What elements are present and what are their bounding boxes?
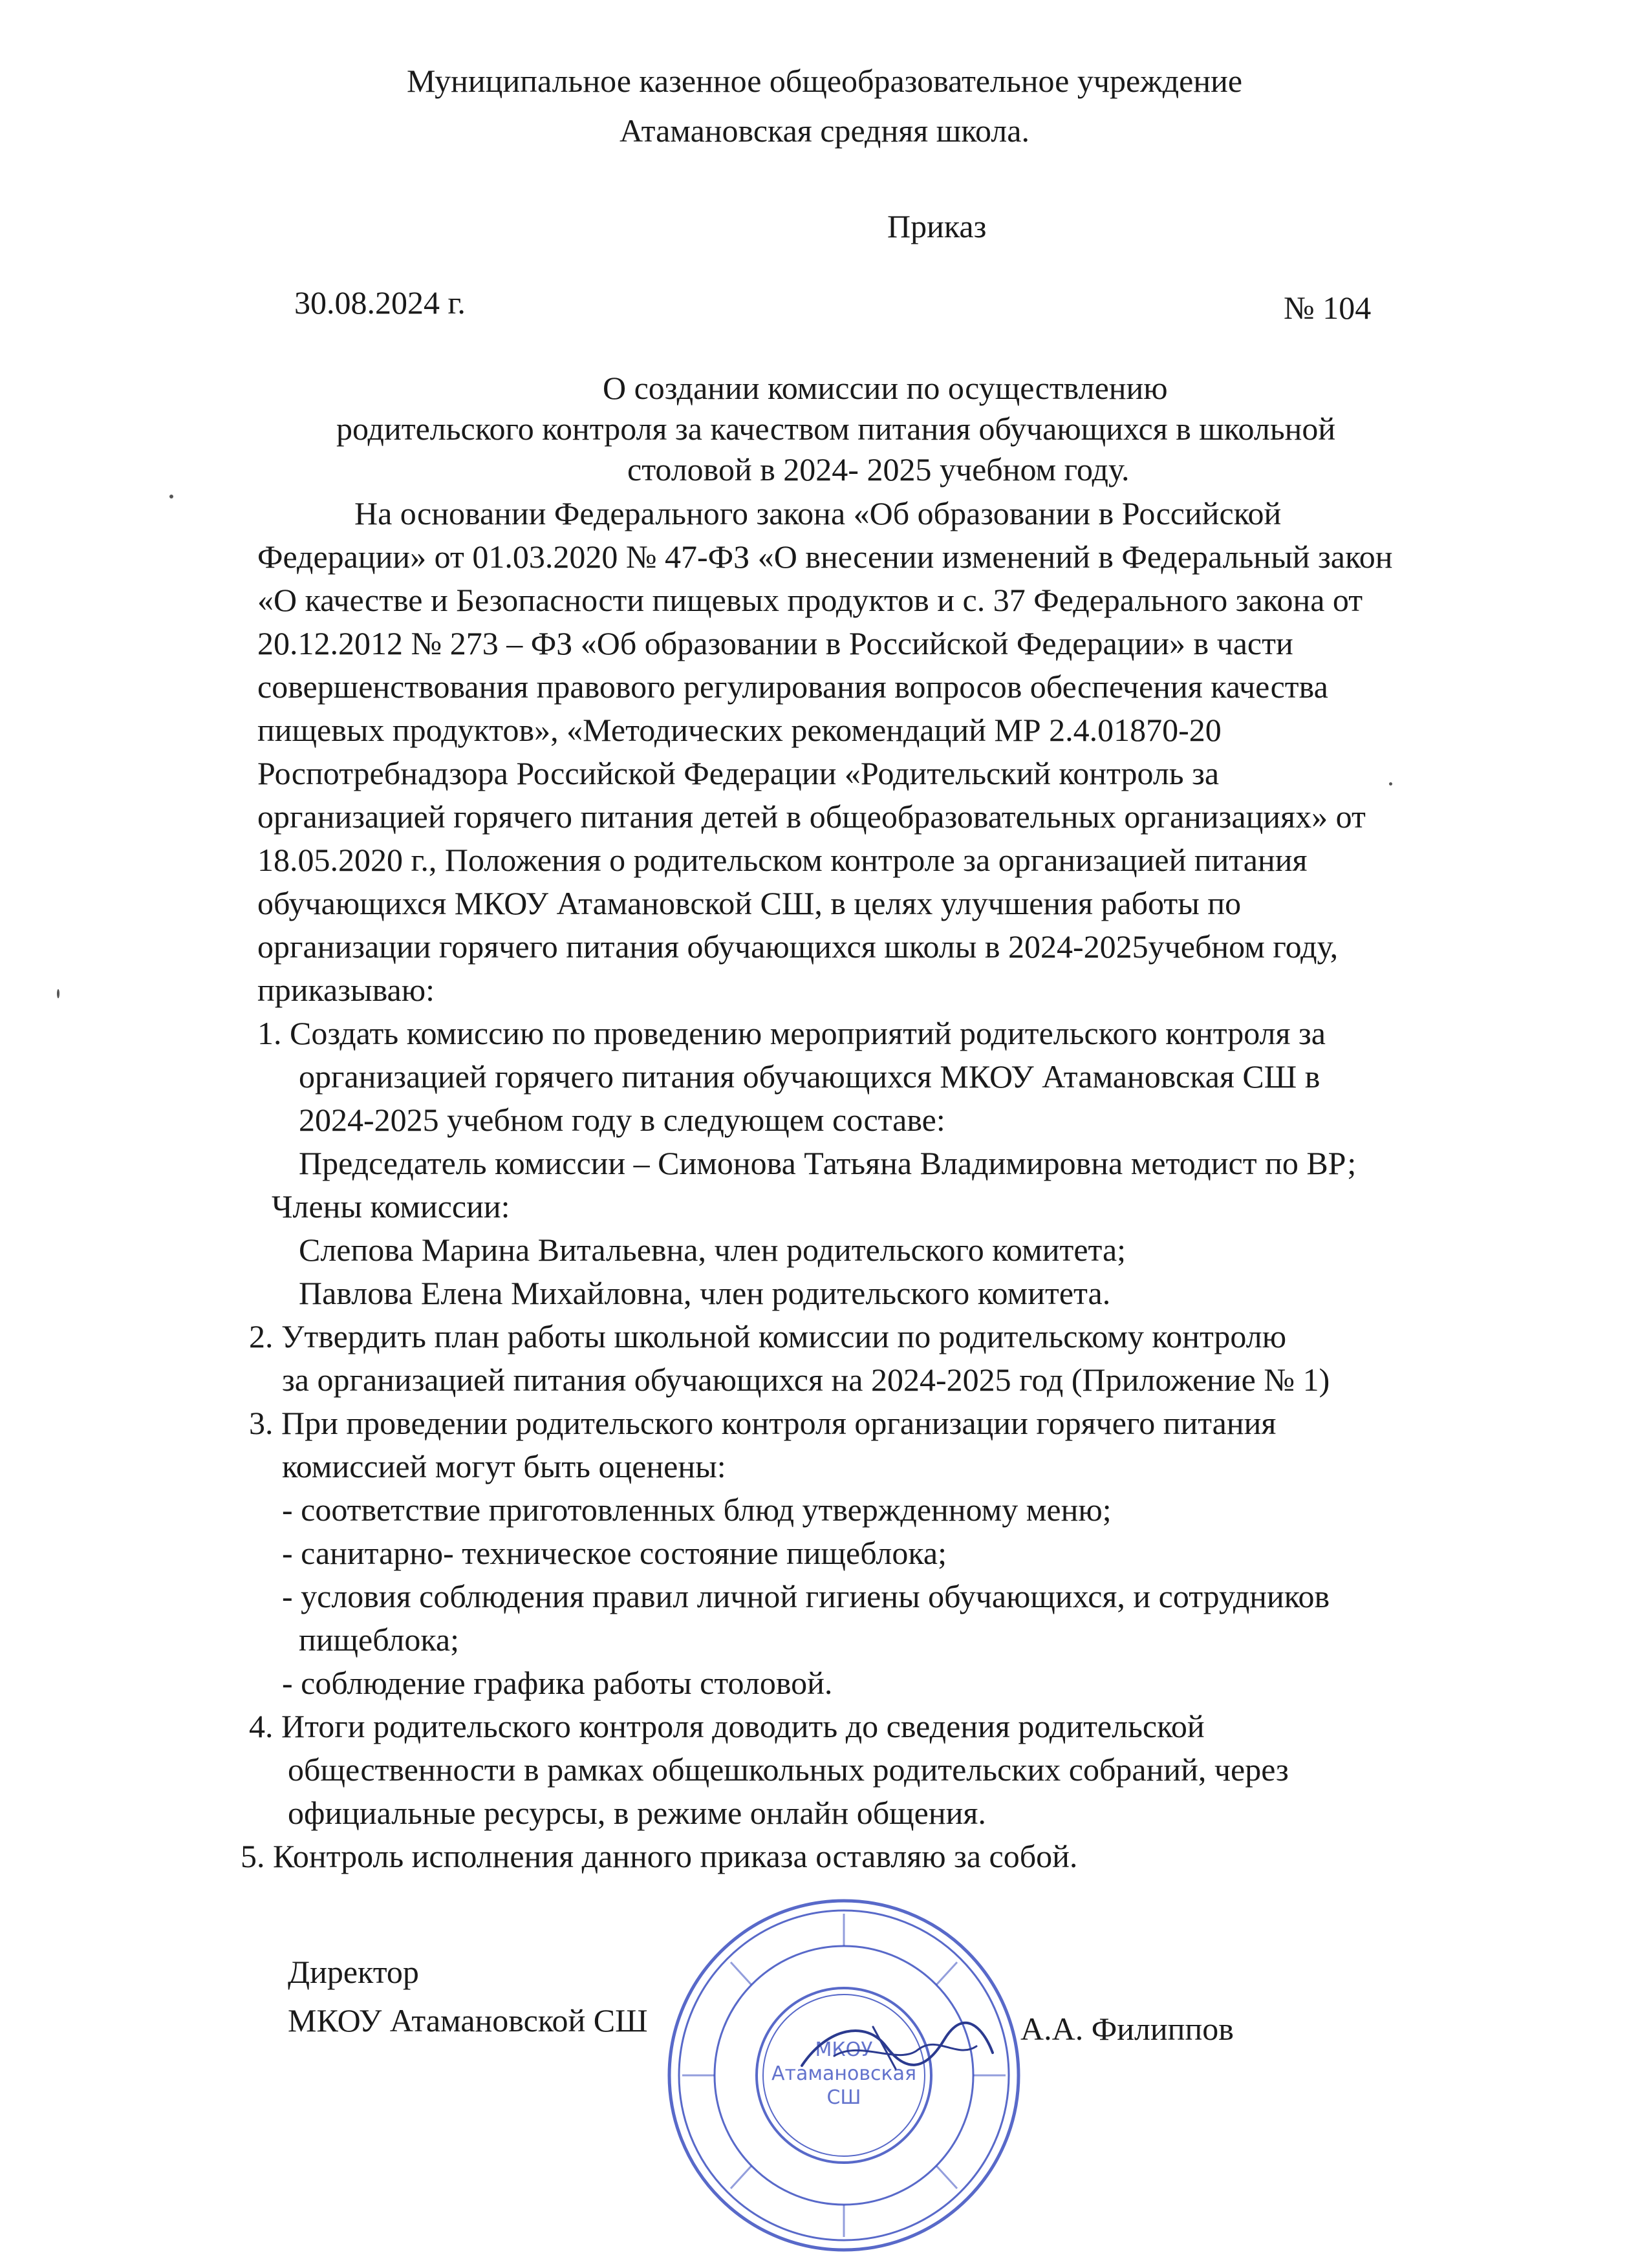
stamp-text-2: Атамановская xyxy=(771,2062,917,2085)
order-title: Приказ xyxy=(887,208,987,244)
preamble-line: обучающихся МКОУ Атамановской СШ, в целях улучшения работы по xyxy=(257,885,1242,921)
order-item-line: Павлова Елена Михайловна, член родительского комитета. xyxy=(299,1275,1111,1311)
order-item-line: Слепова Марина Витальевна, член родительского комитета; xyxy=(299,1232,1126,1268)
order-item-line: 2024-2025 учебном году в следующем составе: xyxy=(299,1102,945,1138)
order-date: 30.08.2024 г. xyxy=(294,284,466,321)
order-item-line: 2. Утвердить план работы школьной комиссии по родительскому контролю xyxy=(249,1318,1287,1354)
order-number: № 104 xyxy=(1284,290,1372,326)
scan-speck xyxy=(57,989,59,998)
order-item-line: Члены комиссии: xyxy=(272,1188,510,1225)
scan-speck xyxy=(1389,782,1392,786)
order-item-line: организацией горячего питания обучающихся МКОУ Атамановская СШ в xyxy=(299,1058,1320,1095)
preamble-line: организации горячего питания обучающихся школы в 2024-2025учебном году, xyxy=(257,928,1339,965)
preamble-line: организацией горячего питания детей в общеобразовательных организациях» от xyxy=(257,798,1366,835)
preamble-line: Федерации» от 01.03.2020 № 47-ФЗ «О внесении изменений в Федеральный закон xyxy=(257,539,1393,575)
subject-line: столовой в 2024- 2025 учебном году. xyxy=(627,451,1130,487)
preamble-line: приказываю: xyxy=(257,972,435,1008)
order-item-line: 3. При проведении родительского контроля организации горячего питания xyxy=(249,1405,1277,1441)
order-item-line: Председатель комиссии – Симонова Татьяна Владимировна методист по ВР; xyxy=(299,1145,1357,1181)
preamble-line: «О качестве и Безопасности пищевых продуктов и с. 37 Федерального закона от xyxy=(257,582,1363,618)
stamp-text-3: СШ xyxy=(826,2086,861,2109)
signatory-name: А.А. Филиппов xyxy=(1020,2011,1234,2047)
order-item-line: 5. Контроль исполнения данного приказа оставляю за собой. xyxy=(241,1838,1078,1874)
order-item-line: - соответствие приготовленных блюд утвержденному меню; xyxy=(282,1492,1112,1528)
order-item-line: за организацией питания обучающихся на 2024-2025 год (Приложение № 1) xyxy=(282,1362,1330,1398)
order-item-line: 1. Создать комиссию по проведению мероприятий родительского контроля за xyxy=(257,1015,1326,1051)
order-item-line: - соблюдение графика работы столовой. xyxy=(282,1665,833,1701)
signatory-position: Директор xyxy=(288,1954,419,1990)
preamble-line: На основании Федерального закона «Об образовании в Российской xyxy=(354,495,1282,531)
preamble-line: совершенствования правового регулирования вопросов обеспечения качества xyxy=(257,669,1328,705)
order-item-line: - условия соблюдения правил личной гигиены обучающихся, и сотрудников xyxy=(282,1578,1330,1614)
org-name-line-2: Атамановская средняя школа. xyxy=(620,112,1029,149)
director-signature xyxy=(789,2001,1002,2091)
preamble-line: пищевых продуктов», «Методических рекомендаций МР 2.4.01870-20 xyxy=(257,712,1222,748)
order-item-line: общественности в рамках общешкольных родительских собраний, через xyxy=(288,1751,1289,1788)
org-name-line-1: Муниципальное казенное общеобразовательное учреждение xyxy=(406,63,1243,99)
stamp-text-1: МКОУ xyxy=(815,2038,873,2061)
order-item-line: официальные ресурсы, в режиме онлайн общения. xyxy=(288,1795,986,1831)
signatory-organization: МКОУ Атамановской СШ xyxy=(288,2002,648,2038)
order-item-line: комиссией могут быть оценены: xyxy=(282,1448,726,1484)
preamble-line: 18.05.2020 г., Положения о родительском контроле за организацией питания xyxy=(257,842,1308,878)
order-item-line: - санитарно- техническое состояние пищеблока; xyxy=(282,1535,947,1571)
preamble-line: 20.12.2012 № 273 – ФЗ «Об образовании в Российской Федерации» в части xyxy=(257,625,1293,661)
order-item-line: пищеблока; xyxy=(299,1621,459,1658)
order-item-line: 4. Итоги родительского контроля доводить до сведения родительской xyxy=(249,1708,1205,1744)
preamble-line: Роспотребнадзора Российской Федерации «Родительский контроль за xyxy=(257,755,1220,791)
subject-line: родительского контроля за качеством питания обучающихся в школьной xyxy=(336,411,1336,447)
subject-line: О создании комиссии по осуществлению xyxy=(603,370,1168,406)
scan-speck xyxy=(169,495,173,498)
